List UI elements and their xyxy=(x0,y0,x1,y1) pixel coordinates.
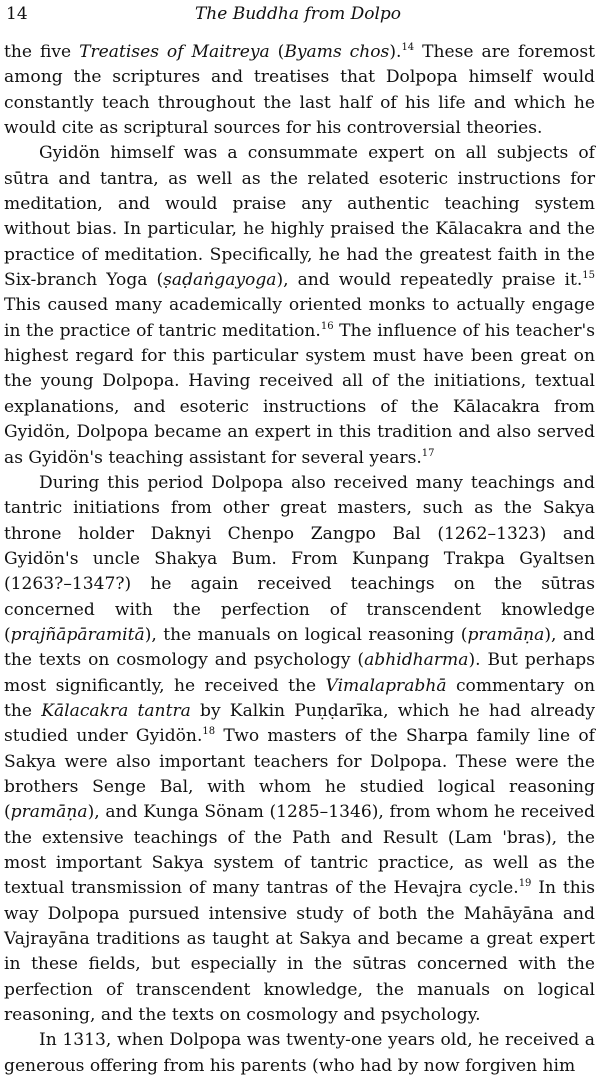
text-run: ), the manuals on logical reasoning ( xyxy=(144,624,468,645)
text-run: the five xyxy=(4,42,80,62)
italic-text: Treatises of Maitreya xyxy=(79,42,270,62)
text-run: ), and would repeatedly praise it. xyxy=(276,270,583,291)
text-run: The influence of his teacher's highest regard for this particular system must have been great on the young Dolpopa. Having received all of the initiations, textual explanations, and esoteric instructions of the Kālacakra from Gyidön, Dolpopa became an expert in this tradition and also served as Gyidön's teaching assistant for several years. xyxy=(4,320,595,468)
text-run: ), and the texts on cosmology and psychology ( xyxy=(4,624,595,671)
text-run: ( xyxy=(269,42,285,62)
text-run: ). But perhaps most significantly, he received the xyxy=(4,650,595,696)
text-run: During this period Dolpopa also received many teachings and tantric initiations from other great masters, such as the Sakya throne holder Daknyi Chenpo Zangpo Bal (1262–1323) and Gyidön's uncle Shakya Bum. From Kunpang Trakpa Gyaltsen (1263?–1347?) he again received teachings on the sūtras concerned with the perfection of transcendent knowledge ( xyxy=(4,472,595,645)
text-run: by Kalkin Puṇḍarīka, which he had already studied under Gyidön. xyxy=(4,700,596,747)
footnote-ref: 19 xyxy=(518,878,532,890)
paragraph xyxy=(4,1028,595,1079)
italic-text: Byams chos xyxy=(284,42,390,62)
footnote-ref: 16 xyxy=(320,320,334,332)
body-text xyxy=(4,40,595,1079)
text-run: ). xyxy=(389,42,402,62)
running-title: The Buddha from Dolpo xyxy=(194,4,402,24)
text-run: Gyidön himself was a consummate expert on all subjects of sūtra and tantra, as well as the related esoteric instructions for meditation, and would praise any authentic teaching system without bias. In particular, he highly praised the Kālacakra and the practice of meditation. Specifically, he had the greatest faith in the Six-branch Yoga ( xyxy=(4,143,595,291)
italic-text: prajñāpāramitā xyxy=(10,624,145,645)
italic-text: ṣaḍaṅgayoga xyxy=(163,270,277,291)
paragraph xyxy=(4,141,595,470)
text-run: This caused many academically oriented monks to actually engage in the practice of tantric meditation. xyxy=(4,295,595,341)
text-run: These are foremost among the scriptures and treatises that Dolpopa himself would constantly teach throughout the last half of his life and which he would cite as scriptural sources for his controversial theories. xyxy=(4,42,595,139)
text-run: ), and Kunga Sönam (1285–1346), from whom he received the extensive teachings of the Path and Result (Lam 'bras), the most important Sakya system of tantric practice, as well as the textual transmission of many tantras of the Hevajra cycle. xyxy=(4,802,595,899)
italic-text: abhidharma xyxy=(364,650,469,671)
page-header xyxy=(6,2,590,28)
italic-text: Vimalaprabhā xyxy=(325,675,447,696)
italic-text: pramāṇa xyxy=(10,802,88,823)
footnote-ref: 14 xyxy=(401,42,415,53)
italic-text: pramāṇa xyxy=(467,624,545,645)
footnote-ref: 17 xyxy=(421,447,435,459)
paragraph xyxy=(4,40,595,141)
text-run: Two masters of the Sharpa family line of Sakya were also important teachers for Dolpopa. These were the brothers Senge Bal, with whom he studied logical reasoning ( xyxy=(4,726,595,823)
text-run: In this way Dolpopa pursued intensive study of both the Mahāyāna and Vajrayāna traditions as taught at Sakya and became a great expert in these fields, but especially in the sūtras concerned with the perfection of transcendent knowledge, the manuals on logical reasoning, and the texts on cosmology and psychology. xyxy=(4,878,595,1026)
page-number: 14 xyxy=(6,4,28,24)
paragraph xyxy=(4,471,595,1029)
footnote-ref: 18 xyxy=(202,726,216,738)
text-run: commentary on the xyxy=(4,675,596,721)
italic-text: Kālacakra tantra xyxy=(41,700,191,721)
footnote-ref: 15 xyxy=(582,270,595,282)
text-run: In 1313, when Dolpopa was twenty-one years old, he received a generous offering from his parents (who had by now forgiven him xyxy=(4,1030,595,1076)
